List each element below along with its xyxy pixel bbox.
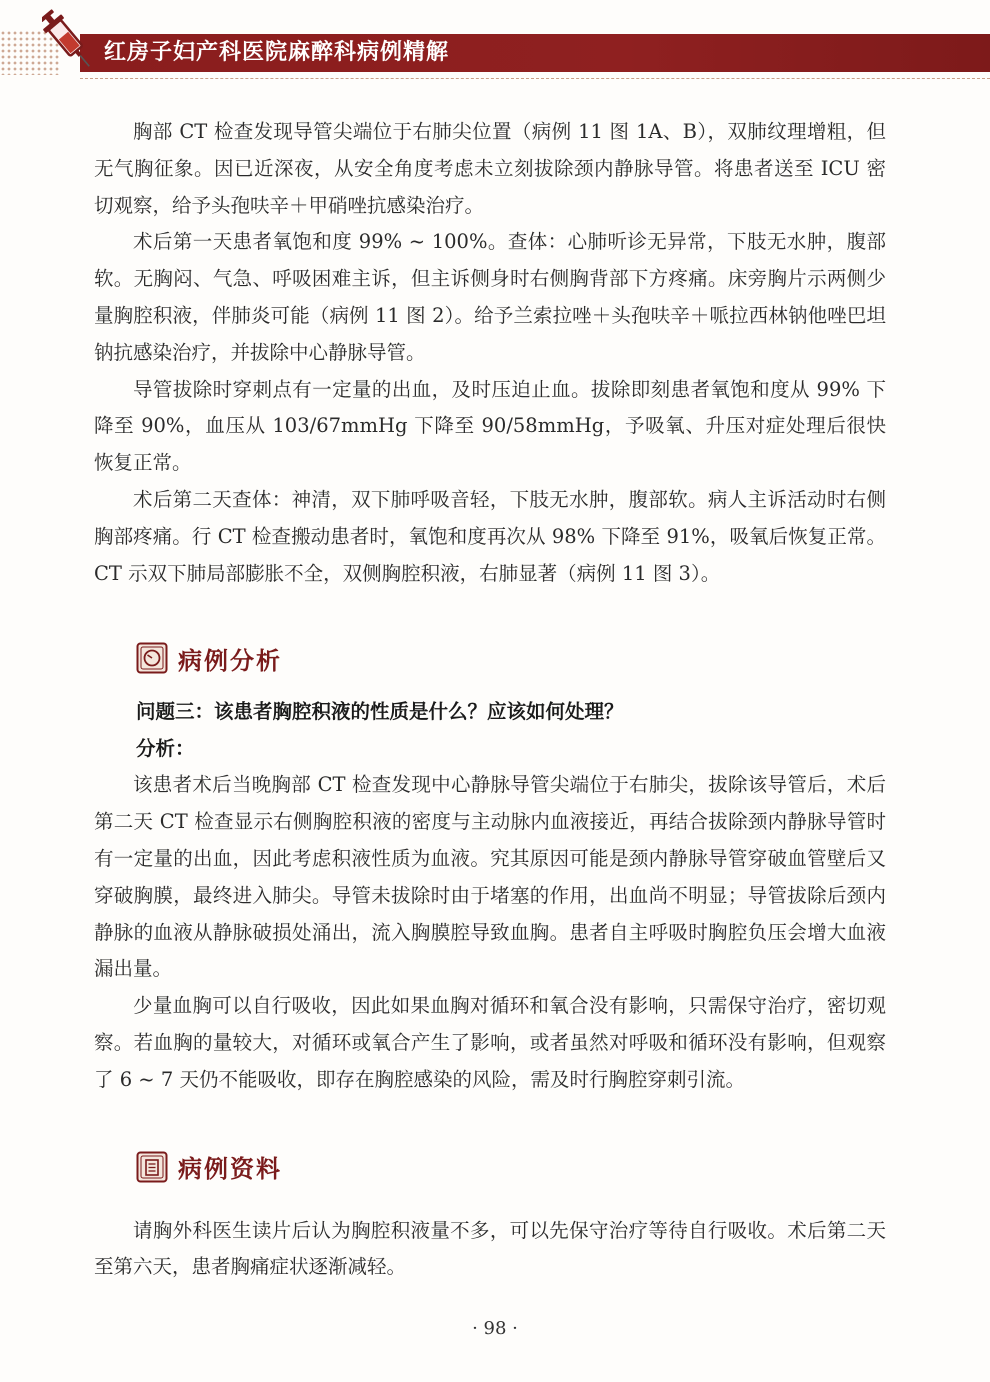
analysis-label: 分析： bbox=[136, 736, 195, 760]
body-paragraph: 术后第二天查体：神清，双下肺呼吸音轻，下肢无水肿，腹部软。病人主诉活动时右侧胸部疼痛。行 CT 检查搬动患者时，氧饱和度再次从 98% 下降至 91%，吸氧后恢复正常。CT 示双下肺局部膨胀不全，双侧胸腔积液，右肺显著（病例 11 图 3）。 bbox=[94, 487, 886, 585]
page-header bbox=[0, 0, 990, 110]
syringe-icon bbox=[42, 6, 94, 76]
body-paragraph: 该患者术后当晚胸部 CT 检查发现中心静脉导管尖端位于右肺尖，拔除该导管后，术后第二天 CT 检查显示右侧胸腔积液的密度与主动脉内血液接近，再结合拔除颈内静脉导管时有一定量的出血，因此考虑积液性质为血液。究其原因可能是颈内静脉导管穿破血管壁后又穿破胸膜，最终进入肺尖。导管未拔除时由于堵塞的作用，出血尚不明显；导管拔除后颈内静脉的血液从静脉破损处涌出，流入胸膜腔导致血胸。患者自主呼吸时胸腔负压会增大血液漏出量。 bbox=[94, 773, 886, 981]
section-title: 病例分析 bbox=[178, 646, 282, 675]
body-paragraph: 少量血胸可以自行吸收，因此如果血胸对循环和氧合没有影响，只需保守治疗，密切观察。若血胸的量较大，对循环或氧合产生了影响，或者虽然对呼吸和循环没有影响，但观察了 6 ~ 7 天仍不能吸收，即存在胸腔感染的风险，需及时行胸腔穿刺引流。 bbox=[94, 994, 886, 1091]
section-heading-analysis bbox=[136, 636, 886, 680]
section-title: 病例资料 bbox=[178, 1155, 282, 1184]
book-title: 红房子妇产科医院麻醉科病例精解 bbox=[104, 40, 450, 65]
body-paragraph: 胸部 CT 检查发现导管尖端位于右肺尖位置（病例 11 图 1A、B），双肺纹理增粗，但无气胸征象。因已近深夜，从安全角度考虑未立刻拔除颈内静脉导管。将患者送至 ICU 密切观察，给予头孢呋辛＋甲硝唑抗感染治疗。 bbox=[94, 120, 886, 217]
clock-icon bbox=[136, 642, 168, 674]
body-paragraph: 请胸外科医生读片后认为胸腔积液量不多，可以先保守治疗等待自行吸收。术后第二天至第六天，患者胸痛症状逐渐减轻。 bbox=[94, 1218, 886, 1279]
question-heading: 问题三：该患者胸腔积液的性质是什么？应该如何处理？ bbox=[136, 700, 624, 724]
body-paragraph: 导管拔除时穿刺点有一定量的出血，及时压迫止血。拔除即刻患者氧饱和度从 99% 下降至 90%，血压从 103/67mmHg 下降至 90/58mmHg，予吸氧、升压对症处理后很快恢复正常。 bbox=[94, 377, 886, 475]
body-paragraph: 术后第一天患者氧饱和度 99% ~ 100%。查体：心肺听诊无异常，下肢无水肿，腹部软。无胸闷、气急、呼吸困难主诉，但主诉侧身时右侧胸背部下方疼痛。床旁胸片示两侧少量胸腔积液，伴肺炎可能（病例 11 图 2）。给予兰索拉唑＋头孢呋辛＋哌拉西林钠他唑巴坦钠抗感染治疗，并拔除中心静脉导管。 bbox=[94, 230, 886, 364]
document-icon bbox=[136, 1151, 168, 1183]
page-number: · 98 · bbox=[472, 1318, 518, 1339]
section-heading-case-data bbox=[136, 1145, 886, 1189]
page-content bbox=[94, 114, 886, 1286]
header-divider bbox=[80, 78, 990, 79]
